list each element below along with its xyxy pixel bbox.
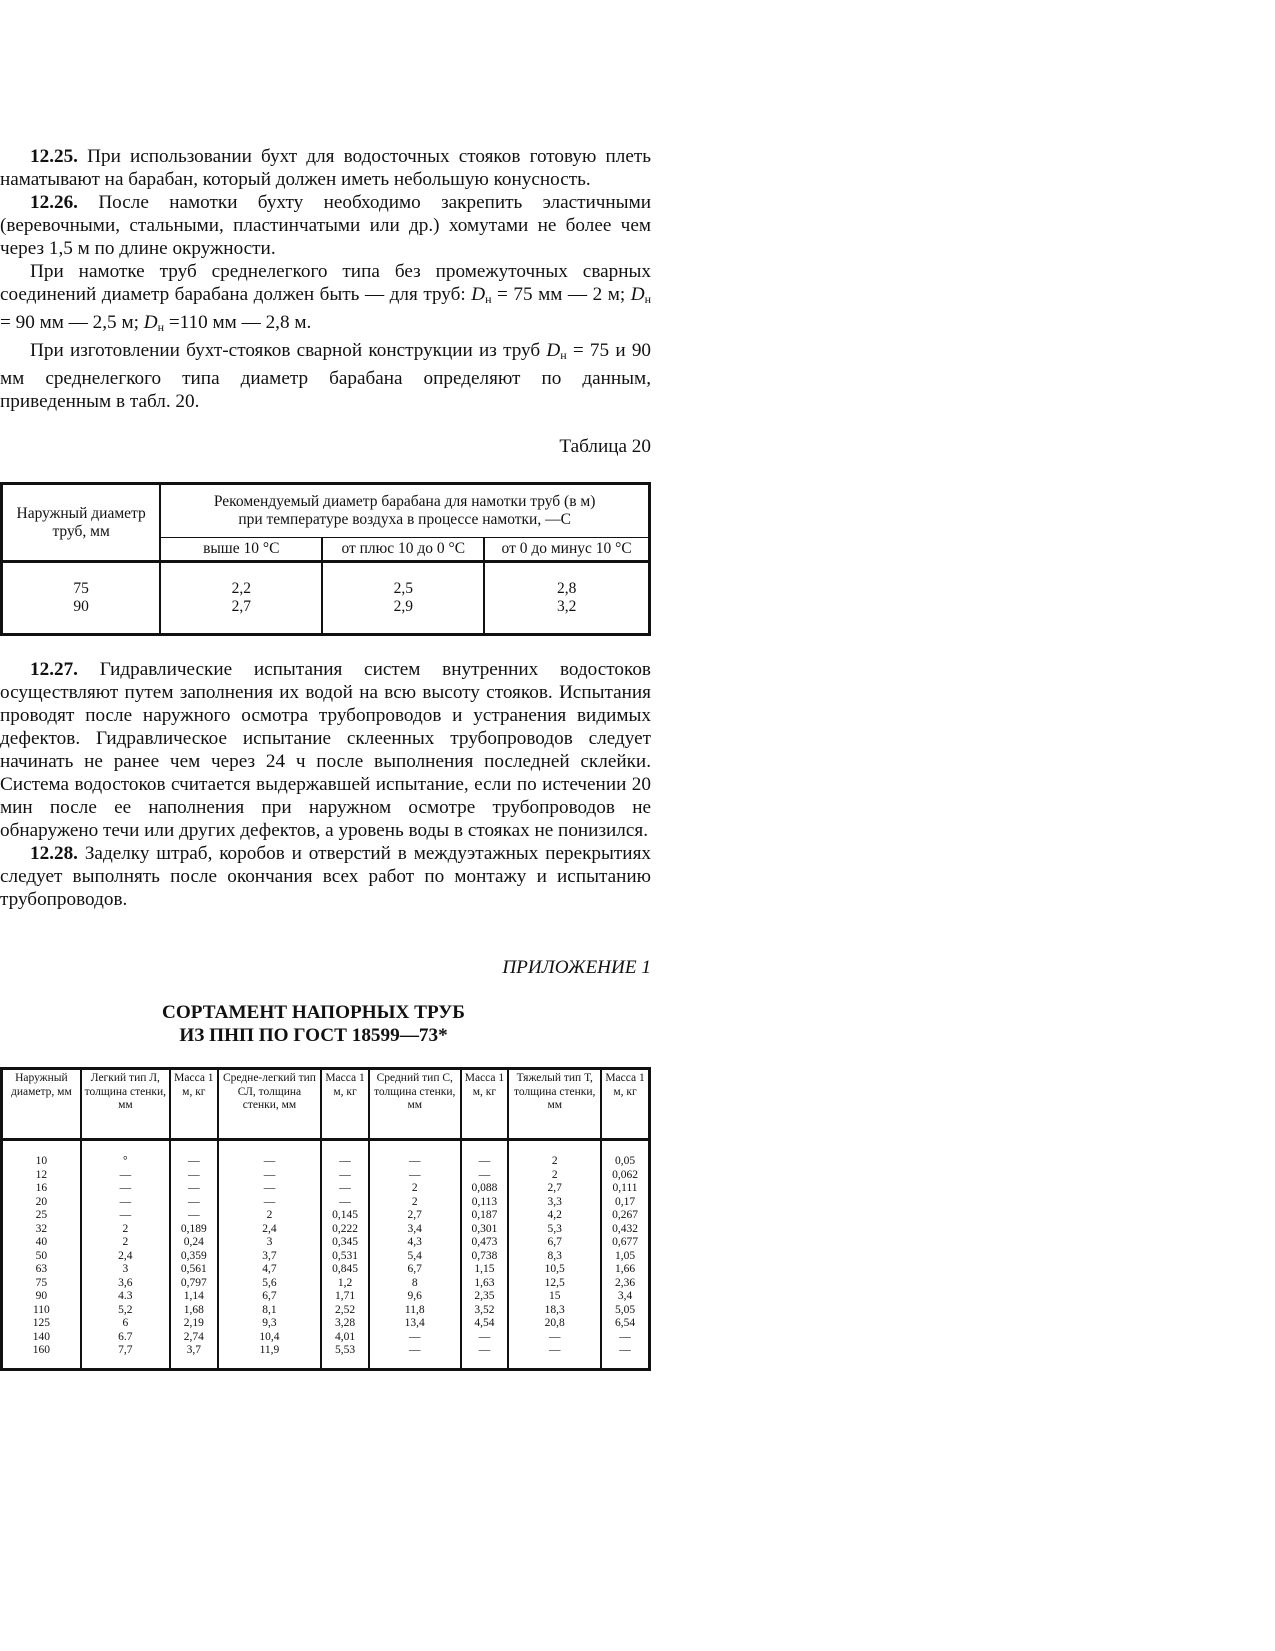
table-cell: — [218,1196,321,1210]
symbol-subscript: н [485,292,492,306]
table-cell: 10 [2,1140,81,1169]
table-row [2,1140,650,1169]
column-header: Тяжелый тип Т, толщина стенки, мм [508,1069,601,1140]
column-header: Легкий тип Л, толщина стенки, мм [81,1069,170,1140]
table-cell: 2,52 [321,1304,369,1318]
table-cell: 8 [369,1277,461,1291]
text-run: =110 мм — 2,8 м. [164,312,312,333]
table-cell: 125 [2,1317,81,1331]
table-cell: 1,15 [461,1263,509,1277]
table-cell: 13,4 [369,1317,461,1331]
clause-number: 12.26. [30,192,78,213]
table-cell: 9,3 [218,1317,321,1331]
table-cell: 0,359 [170,1250,218,1264]
table-cell: — [369,1344,461,1369]
table-cell: 2 [508,1169,601,1183]
cell-value: 2,8 [556,580,577,597]
table-cell: 1,63 [461,1277,509,1291]
table-header-row [2,484,650,538]
table-cell: 2 [81,1236,170,1250]
table-cell: 6,7 [218,1290,321,1304]
table-cell: — [170,1182,218,1196]
table-cell: 10,5 [508,1263,601,1277]
symbol-subscript: н [560,348,567,362]
column-header: Средне-легкий тип СЛ, толщина стенки, мм [218,1069,321,1140]
table-cell: 1,05 [601,1250,649,1264]
table-cell: 110 [2,1304,81,1318]
table-cell: — [461,1344,509,1369]
table-cell: 2,35 [461,1290,509,1304]
table-cell: 4,7 [218,1263,321,1277]
cell-value: 90 [73,598,89,615]
table-cell: 3,28 [321,1317,369,1331]
appendix-title [0,1001,651,1047]
table-cell: 63 [2,1263,81,1277]
table-cell: 1,14 [170,1290,218,1304]
table-cell: 3,52 [461,1304,509,1318]
clause-number: 12.27. [30,659,78,680]
symbol-d: D [630,284,645,305]
table-cell: — [81,1196,170,1210]
table-cell: 160 [2,1344,81,1369]
table-cell: — [81,1169,170,1183]
table-cell: — [170,1196,218,1210]
group-header-line: Рекомендуемый диаметр барабана для намотки труб (в м) [213,493,596,510]
cell-value: 2,5 [393,580,413,597]
table-cell: 0,267 [601,1209,649,1223]
table-row [2,1263,650,1277]
table-cell: — [461,1140,509,1169]
table-caption: Таблица 20 [559,436,651,457]
paragraph-12-26 [0,191,651,260]
table-cell: 4,2 [508,1209,601,1223]
table-row [2,1277,650,1291]
table-cell: 10,4 [218,1331,321,1345]
table-cell: — [170,1169,218,1183]
paragraph-12-28 [0,842,651,911]
table-cell: 5,53 [321,1344,369,1369]
table-row [2,1344,650,1369]
table-cell [160,562,322,635]
table-cell: 0,189 [170,1223,218,1237]
table-cell: 3,6 [81,1277,170,1291]
table-cell: 3 [81,1263,170,1277]
table-cell [2,562,161,635]
text-run: При намотке труб среднелегкого типа без промежуточных сварных соединений диаметр барабана должен быть — для труб: [0,261,651,305]
table-cell: 0,432 [601,1223,649,1237]
table-cell: 12,5 [508,1277,601,1291]
table-cell: 3,4 [601,1290,649,1304]
table-cell: — [81,1182,170,1196]
table-cell: 2 [218,1209,321,1223]
symbol-d: D [471,284,486,305]
column-header: Масса 1 м, кг [601,1069,649,1140]
table-cell: — [321,1196,369,1210]
table-row [2,1331,650,1345]
table-cell: 0,111 [601,1182,649,1196]
column-header: Наружный диаметр, мм [2,1069,81,1140]
table-cell: 1,66 [601,1263,649,1277]
table-row [2,1196,650,1210]
table-cell: 2 [508,1140,601,1169]
table-row [2,1236,650,1250]
table-header-row [2,1069,650,1140]
table-cell: 6,54 [601,1317,649,1331]
cell-value: 2,2 [231,580,251,597]
table-cell: 0,145 [321,1209,369,1223]
table-cell: 3,7 [218,1250,321,1264]
table-cell: 32 [2,1223,81,1237]
cell-value: 3,2 [556,598,577,615]
table-cell: 4,3 [369,1236,461,1250]
document-page [0,145,651,1371]
table-cell: 1,71 [321,1290,369,1304]
table-cell: — [601,1331,649,1345]
table-row [2,1290,650,1304]
table-row [2,1209,650,1223]
paragraph-text: Гидравлические испытания систем внутренних водостоков осуществляют путем заполнения их водой на всю высоту стояков. Испытания проводят после наружного осмотра трубопроводов и устранения видимых дефектов. Гидравлическое испытание склеенных трубопроводов следует начинать не ранее чем через 24 ч после выполнения последней склейки. Система водостоков считается выдержавшей испытание, если по истечении 20 мин после ее наполнения при наружном осмотре трубопроводов не обнаружено течи или других дефектов, а уровень воды в стояках не понизился. [0,659,651,841]
table-cell: — [321,1169,369,1183]
table-cell: 0,345 [321,1236,369,1250]
text-run: = 75 мм — 2 м; [491,284,631,305]
symbol-d: D [143,312,158,333]
table-row [2,1223,650,1237]
table-cell: 5,6 [218,1277,321,1291]
table-cell: 0,301 [461,1223,509,1237]
table-cell: 3,3 [508,1196,601,1210]
table-cell: — [461,1169,509,1183]
table-cell: 16 [2,1182,81,1196]
table-cell: 0,561 [170,1263,218,1277]
table-cell: 2,4 [81,1250,170,1264]
title-line: СОРТАМЕНТ НАПОРНЫХ ТРУБ [162,1002,465,1023]
table-cell: — [170,1209,218,1223]
cell-value: 2,7 [231,598,251,615]
table-cell: — [81,1209,170,1223]
table-cell: — [218,1140,321,1169]
table-cell: 0,113 [461,1196,509,1210]
table-cell: 6,7 [508,1236,601,1250]
table-cell: 20,8 [508,1317,601,1331]
table-cell: 5,4 [369,1250,461,1264]
table-cell: 2,36 [601,1277,649,1291]
paragraph-12-27 [0,658,651,842]
cell-value: 75 [73,580,89,597]
symbol-subscript: н [157,320,165,334]
paragraph-12-25 [0,145,651,191]
drum-diameter-table [0,482,651,636]
table-cell: 4,54 [461,1317,509,1331]
table-cell: 1,68 [170,1304,218,1318]
table-cell: — [321,1182,369,1196]
table-cell: 2 [369,1196,461,1210]
column-header-temp: от плюс 10 до 0 °С [322,538,484,562]
table-cell: 8,3 [508,1250,601,1264]
table-cell: 75 [2,1277,81,1291]
table-cell: 0,473 [461,1236,509,1250]
column-header-outer-diameter: Наружный диаметр труб, мм [2,484,161,562]
table-cell: 9,6 [369,1290,461,1304]
table-cell [484,562,649,635]
table-cell: 0,088 [461,1182,509,1196]
column-header: Масса 1 м, кг [170,1069,218,1140]
table-row [2,562,650,635]
table-cell: 5,3 [508,1223,601,1237]
table-cell: 0,187 [461,1209,509,1223]
symbol-subscript: н [644,292,651,306]
table-row [2,1250,650,1264]
table-cell: 140 [2,1331,81,1345]
table-cell: 20 [2,1196,81,1210]
table-cell: 2,7 [369,1209,461,1223]
symbol-d: D [546,340,561,361]
table-cell: 2 [369,1182,461,1196]
cell-value: 2,9 [393,598,413,615]
table-cell: 0,845 [321,1263,369,1277]
paragraph-text: При использовании бухт для водосточных стояков готовую плеть наматывают на барабан, который должен иметь небольшую конусность. [0,146,651,190]
paragraph-welded-coils [0,339,651,413]
title-line: ИЗ ПНП ПО ГОСТ 18599—73* [179,1025,448,1046]
table-cell: 0,17 [601,1196,649,1210]
table-cell: — [601,1344,649,1369]
table-cell [322,562,484,635]
table-cell: 4.3 [81,1290,170,1304]
clause-number: 12.28. [30,843,78,864]
table-cell: — [170,1140,218,1169]
column-header-group [160,484,649,538]
table-cell: 1,2 [321,1277,369,1291]
column-header: Средний тип С, толщина стенки, мм [369,1069,461,1140]
paragraph-drum-diameter [0,260,651,339]
table-cell: 90 [2,1290,81,1304]
table-cell: 50 [2,1250,81,1264]
table-cell: — [508,1344,601,1369]
table-cell: 6,7 [369,1263,461,1277]
table-cell: 2 [81,1223,170,1237]
table-cell: 0,797 [170,1277,218,1291]
table-cell: 2,7 [508,1182,601,1196]
group-header-line: при температуре воздуха в процессе намотки, —С [238,511,571,528]
table-cell: 5,05 [601,1304,649,1318]
table-cell: 5,2 [81,1304,170,1318]
table-cell: 40 [2,1236,81,1250]
table-row [2,1169,650,1183]
table-cell: 4,01 [321,1331,369,1345]
table-cell: 3,4 [369,1223,461,1237]
column-header: Масса 1 м, кг [461,1069,509,1140]
table-cell: 2,19 [170,1317,218,1331]
table-cell: — [369,1140,461,1169]
column-header-temp: выше 10 °С [160,538,322,562]
appendix-label: ПРИЛОЖЕНИЕ 1 [502,957,651,978]
table-cell: 0,222 [321,1223,369,1237]
table-row [2,1317,650,1331]
table-cell: 11,9 [218,1344,321,1369]
text-run: При изготовлении бухт-стояков сварной конструкции из труб [30,340,547,361]
text-run: = 90 мм — 2,5 м; [0,312,144,333]
table-cell: 8,1 [218,1304,321,1318]
table-body [2,1140,650,1370]
table-cell: 25 [2,1209,81,1223]
table-cell: 6 [81,1317,170,1331]
table-cell: — [218,1169,321,1183]
pipe-sortament-table [0,1067,651,1371]
table-cell: 12 [2,1169,81,1183]
table-cell: 15 [508,1290,601,1304]
table-cell: 2,74 [170,1331,218,1345]
table-cell: 7,7 [81,1344,170,1369]
table-cell: — [369,1169,461,1183]
table-cell: — [369,1331,461,1345]
column-header-temp: от 0 до минус 10 °С [484,538,649,562]
table-row [2,1304,650,1318]
paragraph-text: После намотки бухту необходимо закрепить эластичными (веревочными, стальными, пластинчатыми или др.) хомутами не более чем через 1,5 м по длине окружности. [0,192,651,259]
column-header: Масса 1 м, кг [321,1069,369,1140]
table-cell: — [461,1331,509,1345]
table-cell: 0,738 [461,1250,509,1264]
table-cell: — [508,1331,601,1345]
table-cell: 3,7 [170,1344,218,1369]
table-cell: — [218,1182,321,1196]
text-run: = 75 и 90 мм среднелегкого типа диаметр барабана определяют по данным, приведенным в табл. 20. [0,340,652,412]
clause-number: 12.25. [30,146,78,167]
table-cell: 2,4 [218,1223,321,1237]
table-cell: 0,062 [601,1169,649,1183]
table-cell: 0,531 [321,1250,369,1264]
table-row [2,1182,650,1196]
table-cell: 0,05 [601,1140,649,1169]
table-cell: ° [81,1140,170,1169]
table-cell: 0,24 [170,1236,218,1250]
table-cell: 18,3 [508,1304,601,1318]
table-cell: — [321,1140,369,1169]
paragraph-text: Заделку штраб, коробов и отверстий в междуэтажных перекрытиях следует выполнять после окончания всех работ по монтажу и испытанию трубопроводов. [0,843,651,910]
table-cell: 3 [218,1236,321,1250]
table-cell: 6.7 [81,1331,170,1345]
table-cell: 11,8 [369,1304,461,1318]
table-cell: 0,677 [601,1236,649,1250]
